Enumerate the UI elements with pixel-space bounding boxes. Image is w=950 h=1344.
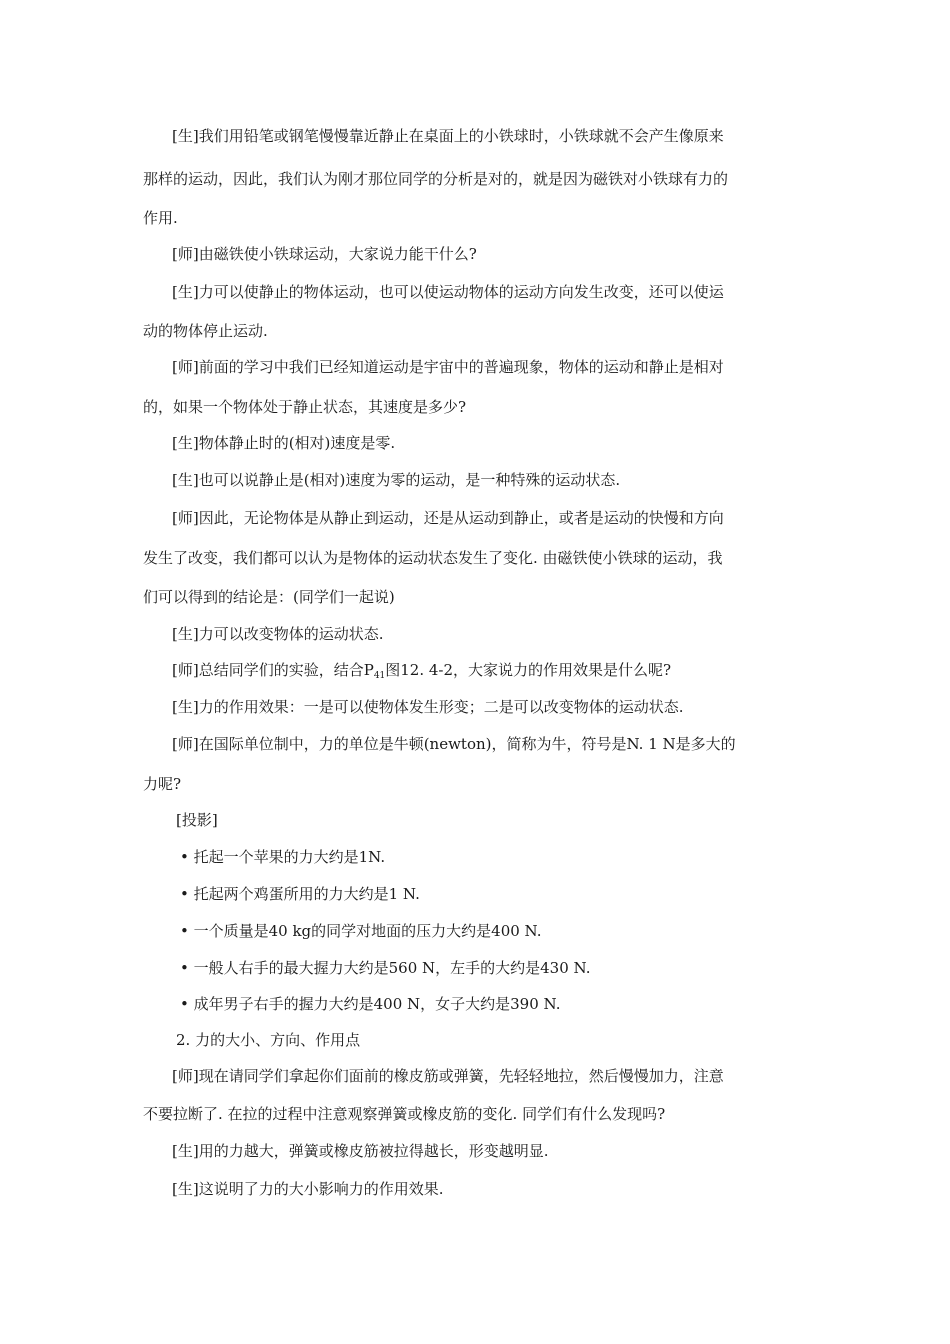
paragraph-line: [投影]	[176, 811, 218, 829]
paragraph-line: 动的物体停止运动.	[143, 322, 268, 340]
paragraph-line: [生]力的作用效果：一是可以使物体发生形变；二是可以改变物体的运动状态.	[172, 698, 684, 716]
paragraph-line: [师]现在请同学们拿起你们面前的橡皮筋或弹簧，先轻轻地拉，然后慢慢加力，注意	[172, 1067, 724, 1085]
paragraph-line: 不要拉断了. 在拉的过程中注意观察弹簧或橡皮筋的变化. 同学们有什么发现吗?	[143, 1105, 666, 1123]
paragraph-line: [生]用的力越大，弹簧或橡皮筋被拉得越长，形变越明显.	[172, 1142, 549, 1160]
paragraph-line: [生]物体静止时的(相对)速度是零.	[172, 434, 396, 452]
paragraph-line: [师]由磁铁使小铁球运动，大家说力能干什么?	[172, 245, 477, 263]
list-item: • 托起一个苹果的力大约是1N.	[180, 848, 386, 866]
line-text: [师]总结同学们的实验，结合P	[172, 661, 374, 679]
list-item: • 托起两个鸡蛋所用的力大约是1 N.	[180, 885, 420, 903]
paragraph-line: [生]力可以使静止的物体运动，也可以使运动物体的运动方向发生改变，还可以使运	[172, 283, 724, 301]
paragraph-line: [师]因此，无论物体是从静止到运动，还是从运动到静止，或者是运动的快慢和方向	[172, 509, 724, 527]
paragraph-line: [生]我们用铅笔或钢笔慢慢靠近静止在桌面上的小铁球时，小铁球就不会产生像原来	[172, 127, 724, 145]
line-text: 图12. 4-2，大家说力的作用效果是什么呢?	[385, 661, 672, 679]
list-item: • 一般人右手的最大握力大约是560 N，左手的大约是430 N.	[180, 959, 591, 977]
paragraph-line: [生]也可以说静止是(相对)速度为零的运动，是一种特殊的运动状态.	[172, 471, 621, 489]
paragraph-line: 作用.	[143, 209, 178, 227]
paragraph-line: 力呢?	[143, 775, 182, 793]
section-heading: 2. 力的大小、方向、作用点	[176, 1031, 361, 1049]
paragraph-line: 发生了改变，我们都可以认为是物体的运动状态发生了变化. 由磁铁使小铁球的运动，我	[143, 549, 723, 567]
page-subscript: 41	[373, 671, 386, 681]
paragraph-line: [师]在国际单位制中，力的单位是牛顿(newton)，简称为牛，符号是N. 1 N是多大的	[172, 735, 736, 753]
paragraph-line: [生]这说明了力的大小影响力的作用效果.	[172, 1180, 444, 1198]
paragraph-line: 那样的运动，因此，我们认为刚才那位同学的分析是对的，就是因为磁铁对小铁球有力的	[143, 170, 729, 188]
paragraph-line	[172, 660, 671, 686]
paragraph-line: 的，如果一个物体处于静止状态，其速度是多少?	[143, 398, 467, 416]
list-item: • 一个质量是40 kg的同学对地面的压力大约是400 N.	[180, 922, 542, 940]
paragraph-line: [师]前面的学习中我们已经知道运动是宇宙中的普遍现象，物体的运动和静止是相对	[172, 358, 724, 376]
paragraph-line: [生]力可以改变物体的运动状态.	[172, 625, 384, 643]
list-item: • 成年男子右手的握力大约是400 N，女子大约是390 N.	[180, 995, 561, 1013]
paragraph-line: 们可以得到的结论是：(同学们一起说)	[143, 588, 395, 606]
